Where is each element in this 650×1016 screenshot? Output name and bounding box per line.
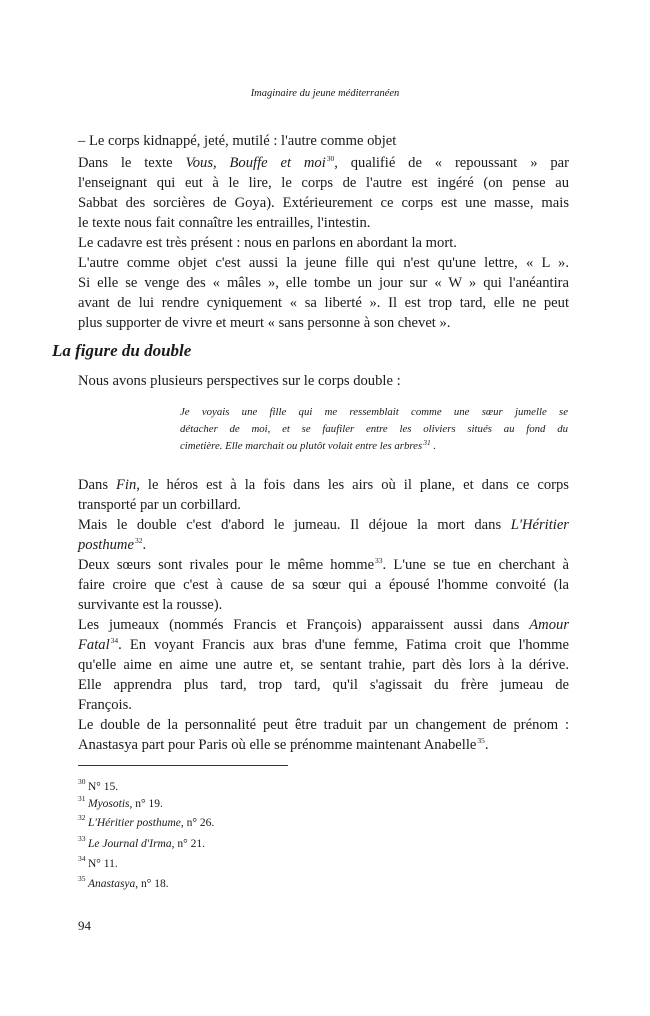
paragraph-cadavre: Le cadavre est très présent : nous en parlons en abordant la mort. bbox=[78, 235, 457, 251]
paragraph-jumeaux: Les jumeaux (nommés Francis et François) apparaissent aussi dans Amour Fatal$^{34}$. En voyant Francis aux bras d'une femme, Fatima croit que l'homme qu'elle aime en aime une autre et, se sentant trahie, part dès lors à la dérive. Elle apprendra plus tard, trop tard, qu'il s'agissait du frère jumeau de François. bbox=[78, 617, 569, 713]
paragraph-soeurs: Deux sœurs sont rivales pour le même homme$^{33}$. L'une se tue en cherchant à faire croire que c'est à cause de sa sœur qui a épousé l'homme convoité (la survivante est la rousse). bbox=[78, 556, 569, 613]
footnote-rule bbox=[78, 765, 288, 766]
paragraph-autre-objet: L'autre comme objet c'est aussi la jeune fille qui n'est qu'une lettre, « L ». Si elle se venge des « mâles », elle tombe un jour sur « W » qui l'anéantira avant de lui rendre cyniquement « sa liberté ». Il est trop tard, elle ne peut plus supporter de vivre et meurt « sans personne à son chevet ». bbox=[78, 255, 569, 331]
running-header: Imaginaire du jeune méditerranéen bbox=[250, 88, 400, 99]
section-heading-double: La figure du double bbox=[52, 341, 192, 360]
subheading-body-as-object: – Le corps kidnappé, jeté, mutilé : l'autre comme objet bbox=[78, 133, 397, 149]
page-number: 94 bbox=[78, 918, 91, 933]
paragraph-intro-double: Nous avons plusieurs perspectives sur le corps double : bbox=[78, 373, 401, 389]
paragraph-jumeau: Mais le double c'est d'abord le jumeau. Il déjoue la mort dans L'Héritier posthume$^{32}$. bbox=[78, 517, 569, 553]
paragraph-fin: Dans Fin, le héros est à la fois dans les airs où il plane, et dans ce corps transporté par un corbillard. bbox=[78, 477, 569, 513]
block-quote: Je voyais une fille qui me ressemblait comme une sœur jumelle se détacher de moi, et se faufiler entre les oliviers situés au fond du cimetière. Elle marchait ou plutôt volait entre les arbres$^{31}$ . bbox=[180, 406, 568, 452]
paragraph-prenom: Le double de la personnalité peut être traduit par un changement de prénom : Anastasya part pour Paris où elle se prénomme maintenant Anabelle$^{35}$. bbox=[78, 717, 569, 753]
paragraph-vous-bouffe: Dans le texte Vous, Bouffe et moi$^{30}$, qualifié de « repoussant » par l'enseignant qui eut à le lire, le corps de l'autre est ingéré (on pense au Sabbat des sorcières de Goya). Extérieurement ce corps est une masse, mais le texte nous fait connaître les entrailles, l'intestin. bbox=[78, 154, 569, 231]
